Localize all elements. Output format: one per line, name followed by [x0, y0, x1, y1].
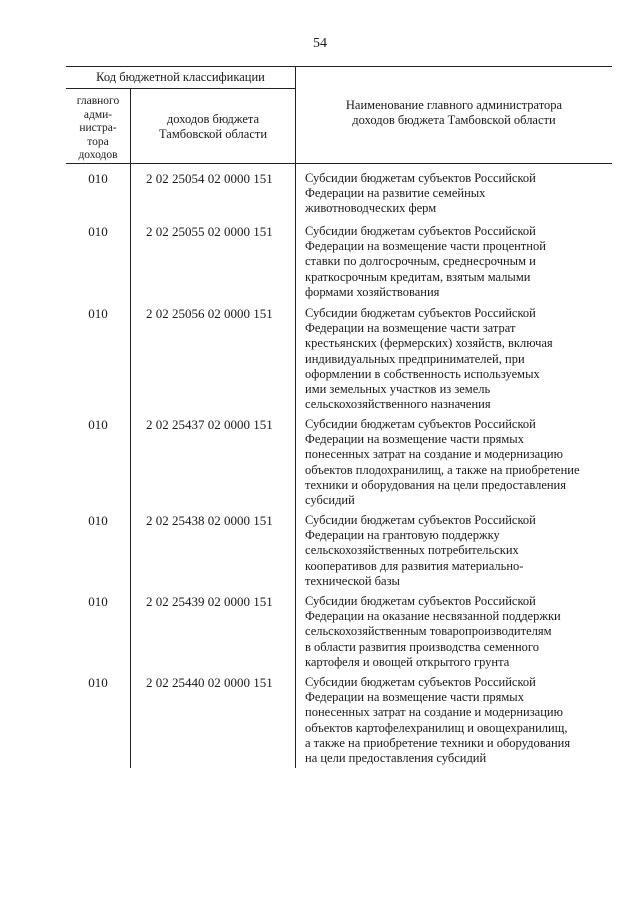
income-code-cell: 2 02 25439 02 0000 151 [146, 594, 273, 609]
name-line: ими земельных участков из земель [305, 382, 491, 397]
column-divider-1 [130, 88, 131, 768]
income-code-cell: 2 02 25054 02 0000 151 [146, 171, 273, 186]
name-line: в области развития производства семенного [305, 639, 539, 654]
header-administrator-name [296, 98, 612, 128]
name-cell [305, 675, 611, 766]
admin-code-cell: 010 [88, 171, 108, 186]
name-cell [305, 513, 611, 589]
name-line: Субсидии бюджетам субъектов Российской [305, 224, 536, 238]
header-admin-line: адми- [83, 108, 113, 121]
income-code-cell: 2 02 25056 02 0000 151 [146, 306, 273, 321]
table-top-border [66, 66, 612, 67]
name-line: Субсидии бюджетам субъектов Российской [305, 594, 536, 608]
income-code-cell: 2 02 25438 02 0000 151 [146, 513, 273, 528]
name-line: сельскохозяйственным товаропроизводителям [305, 624, 552, 639]
name-line: животноводческих ферм [305, 201, 437, 216]
header-income-budget [131, 112, 295, 142]
header-budget-classification-code: Код бюджетной классификации [96, 70, 265, 84]
header-bottom-border [66, 163, 612, 164]
name-line: объектов картофелехранилищ и овощехранилищ, [305, 720, 568, 735]
name-line: картофеля и овощей открытого грунта [305, 654, 510, 669]
name-line: индивидуальных предпринимателей, при [305, 351, 525, 366]
name-line: формами хозяйствования [305, 284, 440, 299]
name-line: Федерации на возмещение части прямых [305, 432, 524, 447]
header-admin-line: главного [76, 95, 120, 107]
name-line: понесенных затрат на создание и модернизацию [305, 705, 563, 720]
name-cell [305, 224, 611, 300]
name-line: оформлении в собственность используемых [305, 366, 540, 381]
admin-code-cell: 010 [88, 594, 108, 609]
admin-code-cell: 010 [88, 306, 108, 321]
name-line: на цели предоставления субсидий [305, 751, 487, 766]
name-line: сельскохозяйственных потребительских [305, 543, 519, 558]
income-code-cell: 2 02 25440 02 0000 151 [146, 675, 273, 690]
name-line: понесенных затрат на создание и модернизацию [305, 447, 563, 462]
name-line: ставки по долгосрочным, среднесрочным и [305, 254, 536, 269]
header-admin-line: тора [87, 135, 109, 148]
name-line: Федерации на оказание несвязанной поддержки [305, 609, 561, 624]
admin-code-cell: 010 [88, 675, 108, 690]
income-code-cell: 2 02 25437 02 0000 151 [146, 417, 273, 432]
admin-code-cell: 010 [88, 417, 108, 432]
name-line: Субсидии бюджетам субъектов Российской [305, 171, 536, 185]
name-line: краткосрочным кредитам, взятым малыми [305, 269, 531, 284]
name-line: а также на приобретение техники и оборудования [305, 735, 571, 750]
header-sub-divider [66, 88, 295, 89]
name-cell [305, 306, 611, 412]
header-admin-line: нистра- [79, 122, 117, 134]
header-income-line: Тамбовской области [158, 127, 268, 141]
header-name-line: доходов бюджета Тамбовской области [352, 113, 556, 127]
name-line: Федерации на возмещение части процентной [305, 239, 546, 254]
name-line: кооперативов для развития материально- [305, 558, 524, 573]
name-line: сельскохозяйственного назначения [305, 397, 491, 412]
name-cell [305, 171, 611, 217]
name-cell [305, 594, 611, 670]
name-cell [305, 417, 611, 508]
income-code-cell: 2 02 25055 02 0000 151 [146, 224, 273, 239]
name-line: Федерации на развитие семейных [305, 186, 486, 201]
header-name-line: Наименование главного администратора [345, 98, 563, 112]
name-line: Субсидии бюджетам субъектов Российской [305, 675, 536, 689]
header-income-line: доходов бюджета [166, 112, 260, 126]
name-line: Субсидии бюджетам субъектов Российской [305, 306, 536, 320]
name-line: Федерации на возмещение части затрат [305, 321, 516, 336]
name-line: технической базы [305, 573, 400, 588]
name-line: объектов плодохранилищ, а также на приобретение [305, 462, 580, 477]
name-line: Федерации на грантовую поддержку [305, 528, 500, 543]
name-line: крестьянских (фермерских) хозяйств, включая [305, 336, 553, 351]
name-line: Субсидии бюджетам субъектов Российской [305, 513, 536, 527]
admin-code-cell: 010 [88, 513, 108, 528]
page-number: 54 [313, 36, 327, 51]
name-line: техники и оборудования на цели предоставления [305, 477, 566, 492]
header-chief-administrator [66, 95, 130, 163]
name-line: Федерации на возмещение части прямых [305, 690, 524, 705]
name-line: субсидий [305, 493, 355, 508]
admin-code-cell: 010 [88, 224, 108, 239]
header-admin-line: доходов [78, 149, 118, 161]
name-line: Субсидии бюджетам субъектов Российской [305, 417, 536, 431]
